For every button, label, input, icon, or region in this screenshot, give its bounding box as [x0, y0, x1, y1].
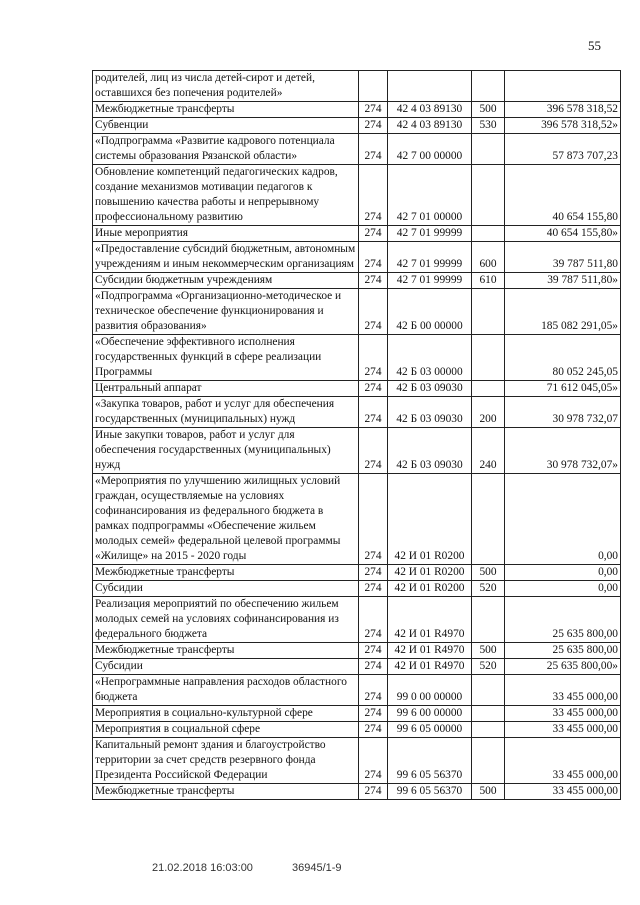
row-amount-cell: 33 455 000,00 — [505, 722, 621, 738]
table-row — [93, 118, 621, 134]
row-expense-type-cell: 600 — [472, 242, 505, 273]
row-amount-cell: 33 455 000,00 — [505, 738, 621, 784]
table-row — [93, 474, 621, 565]
row-admin-code-cell: 274 — [359, 102, 388, 118]
row-admin-code-cell: 274 — [359, 581, 388, 597]
row-amount-cell — [505, 71, 621, 102]
row-name-cell: «Мероприятия по улучшению жилищных условий граждан, осуществляемые на условиях софинансирования из федерального бюджета в рамках подпрограммы «Обеспечение жильем молодых семей» федеральной целевой программы «Жилище» на 2015 - 2020 годы — [93, 474, 359, 565]
table-row — [93, 381, 621, 397]
row-expense-type-cell: 610 — [472, 273, 505, 289]
row-admin-code-cell: 274 — [359, 242, 388, 273]
footer — [152, 862, 378, 874]
row-admin-code-cell: 274 — [359, 226, 388, 242]
row-admin-code-cell: 274 — [359, 659, 388, 675]
row-name-cell: Обновление компетенций педагогических кадров, создание механизмов мотивации педагогов к повышению качества работы и непрерывному профессиональному развитию — [93, 165, 359, 226]
table-row — [93, 242, 621, 273]
table-row — [93, 722, 621, 738]
budget-table-body — [93, 71, 621, 800]
row-amount-cell: 33 455 000,00 — [505, 784, 621, 800]
row-expense-type-cell — [472, 71, 505, 102]
row-amount-cell: 57 873 707,23 — [505, 134, 621, 165]
row-name-cell: Субсидии — [93, 581, 359, 597]
row-name-cell: «Обеспечение эффективного исполнения государственных функций в сфере реализации Программы — [93, 335, 359, 381]
row-amount-cell: 396 578 318,52» — [505, 118, 621, 134]
row-expense-type-cell — [472, 597, 505, 643]
row-target-article-cell: 42 И 01 R0200 — [388, 581, 472, 597]
row-expense-type-cell: 240 — [472, 428, 505, 474]
row-name-cell: Центральный аппарат — [93, 381, 359, 397]
row-target-article-cell: 42 И 01 R4970 — [388, 659, 472, 675]
row-admin-code-cell: 274 — [359, 165, 388, 226]
table-row — [93, 134, 621, 165]
table-row — [93, 273, 621, 289]
row-admin-code-cell: 274 — [359, 722, 388, 738]
footer-datetime: 21.02.2018 16:03:00 — [152, 862, 253, 874]
row-target-article-cell: 42 Б 03 09030 — [388, 381, 472, 397]
row-admin-code-cell: 274 — [359, 643, 388, 659]
table-row — [93, 428, 621, 474]
row-expense-type-cell: 530 — [472, 118, 505, 134]
row-amount-cell: 0,00 — [505, 565, 621, 581]
row-target-article-cell: 42 7 01 99999 — [388, 242, 472, 273]
row-name-cell: Субсидии бюджетным учреждениям — [93, 273, 359, 289]
row-amount-cell: 25 635 800,00 — [505, 643, 621, 659]
row-expense-type-cell: 520 — [472, 659, 505, 675]
row-admin-code-cell: 274 — [359, 675, 388, 706]
table-row — [93, 102, 621, 118]
row-target-article-cell: 99 6 05 00000 — [388, 722, 472, 738]
row-target-article-cell: 42 Б 03 00000 — [388, 335, 472, 381]
row-name-cell: Субсидии — [93, 659, 359, 675]
row-expense-type-cell — [472, 289, 505, 335]
row-name-cell: Межбюджетные трансферты — [93, 565, 359, 581]
row-amount-cell: 33 455 000,00 — [505, 706, 621, 722]
row-target-article-cell: 42 7 01 00000 — [388, 165, 472, 226]
row-admin-code-cell: 274 — [359, 118, 388, 134]
row-target-article-cell: 42 И 01 R0200 — [388, 474, 472, 565]
row-admin-code-cell: 274 — [359, 381, 388, 397]
table-row — [93, 565, 621, 581]
row-target-article-cell: 42 И 01 R4970 — [388, 597, 472, 643]
row-expense-type-cell — [472, 474, 505, 565]
row-name-cell: родителей, лиц из числа детей-сирот и детей, оставшихся без попечения родителей» — [93, 71, 359, 102]
row-amount-cell: 30 978 732,07» — [505, 428, 621, 474]
row-amount-cell: 33 455 000,00 — [505, 675, 621, 706]
row-amount-cell: 39 787 511,80 — [505, 242, 621, 273]
row-target-article-cell: 42 4 03 89130 — [388, 102, 472, 118]
row-amount-cell: 185 082 291,05» — [505, 289, 621, 335]
row-target-article-cell: 99 6 05 56370 — [388, 738, 472, 784]
table-row — [93, 784, 621, 800]
row-target-article-cell: 99 0 00 00000 — [388, 675, 472, 706]
row-name-cell: Иные мероприятия — [93, 226, 359, 242]
row-amount-cell: 40 654 155,80 — [505, 165, 621, 226]
row-name-cell: Иные закупки товаров, работ и услуг для обеспечения государственных (муниципальных) нужд — [93, 428, 359, 474]
row-name-cell: Межбюджетные трансферты — [93, 102, 359, 118]
row-name-cell: «Закупка товаров, работ и услуг для обеспечения государственных (муниципальных) нужд — [93, 397, 359, 428]
row-amount-cell: 40 654 155,80» — [505, 226, 621, 242]
table-row — [93, 226, 621, 242]
table-row — [93, 597, 621, 643]
row-name-cell: Межбюджетные трансферты — [93, 784, 359, 800]
table-row — [93, 397, 621, 428]
row-expense-type-cell: 500 — [472, 643, 505, 659]
row-admin-code-cell: 274 — [359, 597, 388, 643]
footer-doc-id: 36945/1-9 — [292, 862, 342, 874]
row-target-article-cell: 99 6 00 00000 — [388, 706, 472, 722]
row-expense-type-cell — [472, 706, 505, 722]
row-expense-type-cell — [472, 335, 505, 381]
row-amount-cell: 71 612 045,05» — [505, 381, 621, 397]
row-name-cell: «Подпрограмма «Организационно-методическое и техническое обеспечение функционирования и развития образования» — [93, 289, 359, 335]
row-amount-cell: 30 978 732,07 — [505, 397, 621, 428]
table-row — [93, 71, 621, 102]
row-name-cell: Межбюджетные трансферты — [93, 643, 359, 659]
row-target-article-cell: 42 Б 00 00000 — [388, 289, 472, 335]
row-amount-cell: 0,00 — [505, 581, 621, 597]
row-name-cell: Реализация мероприятий по обеспечению жильем молодых семей на условиях софинансирования из федерального бюджета — [93, 597, 359, 643]
table-row — [93, 335, 621, 381]
row-amount-cell: 39 787 511,80» — [505, 273, 621, 289]
row-target-article-cell: 42 И 01 R4970 — [388, 643, 472, 659]
row-target-article-cell: 42 И 01 R0200 — [388, 565, 472, 581]
table-row — [93, 289, 621, 335]
row-admin-code-cell: 274 — [359, 784, 388, 800]
row-expense-type-cell: 500 — [472, 102, 505, 118]
row-amount-cell: 0,00 — [505, 474, 621, 565]
row-admin-code-cell: 274 — [359, 397, 388, 428]
row-target-article-cell: 42 Б 03 09030 — [388, 428, 472, 474]
row-expense-type-cell — [472, 722, 505, 738]
row-admin-code-cell: 274 — [359, 706, 388, 722]
row-admin-code-cell: 274 — [359, 565, 388, 581]
row-admin-code-cell: 274 — [359, 738, 388, 784]
row-name-cell: Капитальный ремонт здания и благоустройство территории за счет средств резервного фонда Президента Российской Федерации — [93, 738, 359, 784]
row-expense-type-cell: 520 — [472, 581, 505, 597]
table-row — [93, 738, 621, 784]
row-admin-code-cell: 274 — [359, 134, 388, 165]
row-target-article-cell: 42 Б 03 09030 — [388, 397, 472, 428]
row-admin-code-cell — [359, 71, 388, 102]
row-amount-cell: 396 578 318,52 — [505, 102, 621, 118]
row-target-article-cell: 42 7 01 99999 — [388, 226, 472, 242]
budget-table — [92, 70, 621, 800]
table-row — [93, 706, 621, 722]
row-target-article-cell: 99 6 05 56370 — [388, 784, 472, 800]
row-target-article-cell: 42 7 01 99999 — [388, 273, 472, 289]
row-name-cell: «Подпрограмма «Развитие кадрового потенциала системы образования Рязанской области» — [93, 134, 359, 165]
row-expense-type-cell — [472, 134, 505, 165]
row-admin-code-cell: 274 — [359, 335, 388, 381]
row-name-cell: «Предоставление субсидий бюджетным, автономным учреждениям и иным некоммерческим организациям — [93, 242, 359, 273]
row-admin-code-cell: 274 — [359, 289, 388, 335]
row-admin-code-cell: 274 — [359, 273, 388, 289]
table-row — [93, 165, 621, 226]
table-row — [93, 581, 621, 597]
row-amount-cell: 80 052 245,05 — [505, 335, 621, 381]
row-target-article-cell: 42 7 00 00000 — [388, 134, 472, 165]
table-row — [93, 643, 621, 659]
row-name-cell: Мероприятия в социально-культурной сфере — [93, 706, 359, 722]
row-amount-cell: 25 635 800,00 — [505, 597, 621, 643]
page-number: 55 — [588, 38, 601, 53]
row-expense-type-cell: 500 — [472, 565, 505, 581]
row-expense-type-cell — [472, 381, 505, 397]
row-target-article-cell — [388, 71, 472, 102]
row-name-cell: «Непрограммные направления расходов областного бюджета — [93, 675, 359, 706]
table-row — [93, 659, 621, 675]
row-admin-code-cell: 274 — [359, 474, 388, 565]
row-expense-type-cell: 500 — [472, 784, 505, 800]
row-admin-code-cell: 274 — [359, 428, 388, 474]
table-row — [93, 675, 621, 706]
row-expense-type-cell: 200 — [472, 397, 505, 428]
row-name-cell: Мероприятия в социальной сфере — [93, 722, 359, 738]
row-amount-cell: 25 635 800,00» — [505, 659, 621, 675]
row-expense-type-cell — [472, 165, 505, 226]
row-expense-type-cell — [472, 738, 505, 784]
row-name-cell: Субвенции — [93, 118, 359, 134]
row-expense-type-cell — [472, 675, 505, 706]
row-expense-type-cell — [472, 226, 505, 242]
row-target-article-cell: 42 4 03 89130 — [388, 118, 472, 134]
